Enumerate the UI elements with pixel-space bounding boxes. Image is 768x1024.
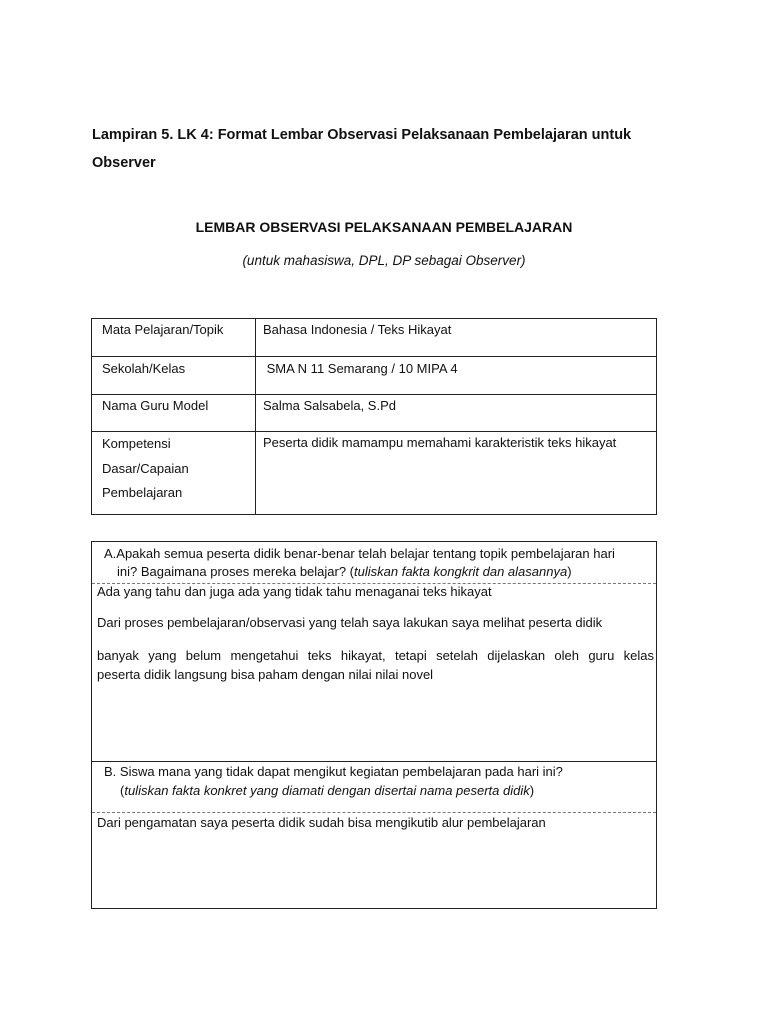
- question-a-line-1: A.Apakah semua peserta didik benar-benar telah belajar tentang topik pembelajaran hari: [104, 546, 615, 561]
- answer-a: [92, 584, 656, 762]
- answer-b-text: Dari pengamatan saya peserta didik sudah bisa mengikutib alur pembelajaran: [97, 815, 546, 830]
- question-a: [92, 542, 656, 584]
- heading-line-1: Lampiran 5. LK 4: Format Lembar Observasi Pelaksanaan Pembelajaran untuk: [92, 127, 632, 143]
- table-row: [92, 395, 657, 432]
- question-b-line-2: (tuliskan fakta konkret yang diamati dengan disertai nama peserta didik): [120, 783, 535, 798]
- answer-b: [92, 813, 656, 908]
- question-a-line-2: ini? Bagaimana proses mereka belajar? (tuliskan fakta kongkrit dan alasannya): [117, 564, 572, 579]
- teacher-name-label: Nama Guru Model: [92, 395, 256, 432]
- observation-questions-box: [91, 541, 657, 909]
- competency-label: Kompetensi Dasar/Capaian Pembelajaran: [92, 432, 256, 515]
- table-row: [92, 432, 657, 515]
- answer-a-line-3: banyak yang belum mengetahui teks hikayat, tetapi setelah dijelaskan oleh guru kelas: [97, 648, 654, 663]
- school-class-label: Sekolah/Kelas: [92, 357, 256, 395]
- teacher-name-value: Salma Salsabela, S.Pd: [256, 395, 657, 432]
- info-table: [91, 318, 657, 515]
- question-b: [92, 762, 656, 813]
- table-row: [92, 357, 657, 395]
- form-subtitle: (untuk mahasiswa, DPL, DP sebagai Observer): [242, 253, 526, 268]
- subject-value: Bahasa Indonesia / Teks Hikayat: [256, 319, 657, 357]
- answer-a-line-1: Ada yang tahu dan juga ada yang tidak tahu menaganai teks hikayat: [97, 584, 492, 599]
- table-row: [92, 319, 657, 357]
- answer-a-line-4: peserta didik langsung bisa paham dengan nilai nilai novel: [97, 667, 434, 682]
- school-class-value: SMA N 11 Semarang / 10 MIPA 4: [256, 357, 657, 395]
- heading-line-2: Observer: [92, 155, 156, 171]
- question-b-line-1: B. Siswa mana yang tidak dapat mengikut kegiatan pembelajaran pada hari ini?: [104, 764, 563, 779]
- subject-label: Mata Pelajaran/Topik: [92, 319, 256, 357]
- answer-a-line-2: Dari proses pembelajaran/observasi yang telah saya lakukan saya melihat peserta didik: [97, 615, 603, 630]
- form-title: LEMBAR OBSERVASI PELAKSANAAN PEMBELAJARAN: [195, 219, 573, 235]
- competency-value: Peserta didik mamampu memahami karakteristik teks hikayat: [256, 432, 657, 515]
- document-heading: [92, 121, 692, 177]
